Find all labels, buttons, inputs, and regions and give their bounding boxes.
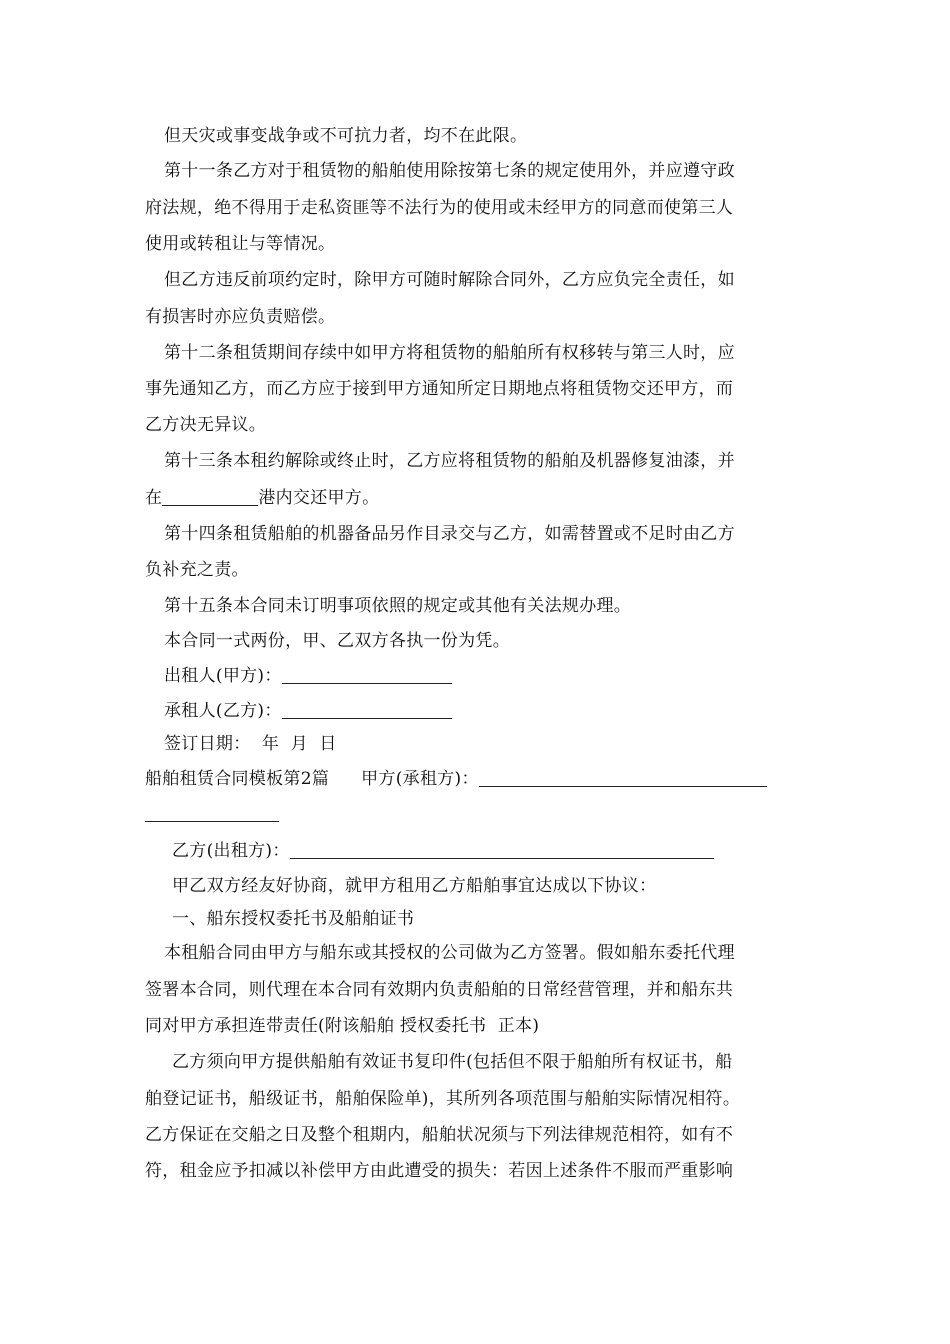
port-blank-underline bbox=[162, 487, 258, 506]
paragraph-line: 同对甲方承担连带责任(附该船舶 授权委托书 正本) bbox=[145, 1016, 540, 1036]
line-text: 在 bbox=[145, 488, 163, 508]
subsection-heading: 一、船东授权委托书及船舶证书 bbox=[172, 909, 415, 929]
party-a-blank-continuation bbox=[145, 821, 279, 822]
lessee-label: 承租人(乙方)： bbox=[164, 701, 282, 721]
paragraph-line: 乙方保证在交船之日及整个租期内，船舶状况须与下列法律规范相符，如有不 bbox=[145, 1125, 734, 1145]
paragraph-line: 第十四条租赁船舶的机器备品另作目录交与乙方，如需替置或不足时由乙方 bbox=[164, 524, 735, 544]
paragraph-line: 有损害时亦应负责赔偿。 bbox=[145, 307, 336, 327]
paragraph-line: 甲乙双方经友好协商，就甲方租用乙方船舶事宜达成以下协议： bbox=[172, 876, 657, 896]
paragraph-line: 符，租金应予扣减以补偿甲方由此遭受的损失：若因上述条件不服而严重影响 bbox=[145, 1161, 734, 1181]
section-heading-line bbox=[145, 767, 767, 791]
line-text: 港内交还甲方。 bbox=[258, 488, 380, 508]
paragraph-line: 本租船合同由甲方与船东或其授权的公司做为乙方签署。假如船东委托代理 bbox=[164, 943, 735, 963]
party-a-label: 甲方(承租方)： bbox=[361, 769, 479, 789]
paragraph-line: 乙方须向甲方提供船舶有效证书复印件(包括但不限于船舶所有权证书，船 bbox=[172, 1052, 733, 1072]
lessor-label: 出租人(甲方)： bbox=[164, 666, 282, 686]
lessee-signature-line bbox=[164, 699, 452, 723]
paragraph-line: 本合同一式两份，甲、乙双方各执一份为凭。 bbox=[164, 631, 510, 651]
paragraph-line: 第十五条本合同未订明事项依照的规定或其他有关法规办理。 bbox=[164, 596, 632, 616]
paragraph-line: 乙方决无异议。 bbox=[145, 415, 267, 435]
paragraph-line: 第十二条租赁期间存续中如甲方将租赁物的船舶所有权移转与第三人时，应 bbox=[164, 343, 735, 363]
paragraph-line: 第十一条乙方对于租赁物的船舶使用除按第七条的规定使用外，并应遵守政 bbox=[164, 161, 735, 181]
paragraph-line: 府法规，绝不得用于走私资匪等不法行为的使用或未经甲方的同意而使第三人 bbox=[145, 198, 734, 218]
paragraph-line: 负补充之责。 bbox=[145, 560, 249, 580]
signing-date-line: 签订日期： 年 月 日 bbox=[164, 734, 337, 754]
lessee-blank-underline bbox=[282, 700, 452, 719]
paragraph-line: 第十三条本租约解除或终止时，乙方应将租赁物的船舶及机器修复油漆，并 bbox=[164, 451, 735, 471]
party-b-line bbox=[172, 839, 714, 863]
paragraph-line: 事先通知乙方，而乙方应于接到甲方通知所定日期地点将租赁物交还甲方，而 bbox=[145, 379, 734, 399]
party-b-label: 乙方(出租方)： bbox=[172, 841, 290, 861]
paragraph-line: 使用或转租让与等情况。 bbox=[145, 234, 336, 254]
lessor-blank-underline bbox=[282, 665, 452, 684]
paragraph-line: 但天灾或事变战争或不可抗力者，均不在此限。 bbox=[164, 126, 528, 146]
paragraph-line: 签署本合同，则代理在本合同有效期内负责船舶的日常经营管理，并和船东共 bbox=[145, 980, 734, 1000]
section-title: 船舶租赁合同模板第2篇 bbox=[145, 769, 330, 789]
paragraph-line bbox=[145, 486, 379, 510]
party-b-blank-underline bbox=[290, 840, 714, 859]
paragraph-line: 但乙方违反前项约定时，除甲方可随时解除合同外，乙方应负完全责任，如 bbox=[164, 270, 735, 290]
lessor-signature-line bbox=[164, 664, 452, 688]
paragraph-line: 舶登记证书，船级证书，船舶保险单)，其所列各项范围与船舶实际情况相符。 bbox=[145, 1089, 741, 1109]
party-a-blank-underline bbox=[479, 768, 767, 787]
